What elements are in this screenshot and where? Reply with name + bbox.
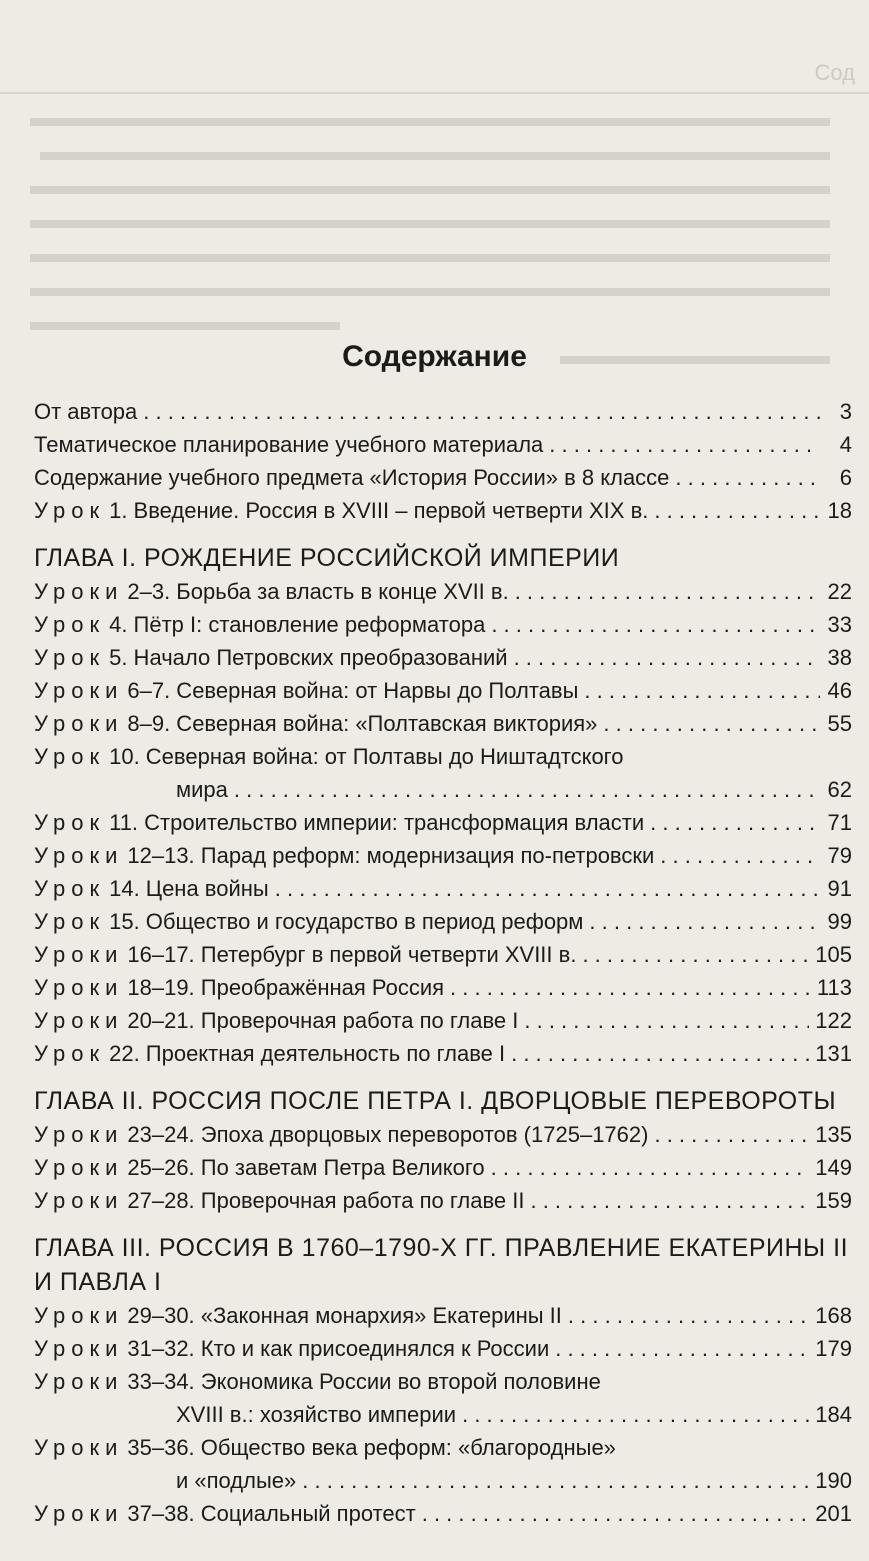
dot-leader bbox=[422, 1497, 810, 1530]
toc-entry-title: 11. Строительство империи: трансформация власти bbox=[109, 810, 645, 835]
toc-entry[interactable] bbox=[34, 641, 852, 674]
toc-entry-title: 25–26. По заветам Петра Великого bbox=[127, 1155, 485, 1180]
dot-leader bbox=[462, 1398, 809, 1431]
dot-leader bbox=[514, 641, 820, 674]
page-number: 46 bbox=[827, 678, 852, 703]
dot-leader bbox=[515, 575, 820, 608]
toc-entry-line bbox=[34, 1431, 852, 1464]
toc-entry-line bbox=[34, 1365, 852, 1398]
lesson-keyword: Урок bbox=[34, 1041, 106, 1066]
running-header bbox=[0, 52, 869, 94]
lesson-keyword: Уроки bbox=[34, 1122, 124, 1147]
page-number: 62 bbox=[827, 777, 852, 802]
toc-entry-title: 15. Общество и государство в период реформ bbox=[109, 909, 584, 934]
toc-entry[interactable] bbox=[34, 1037, 852, 1070]
lesson-keyword: Уроки bbox=[34, 678, 124, 703]
page-number: 105 bbox=[815, 942, 852, 967]
toc-entry-title: 10. Северная война: от Полтавы до Ништадтского bbox=[109, 744, 624, 769]
toc-entry-title: 16–17. Петербург в первой четверти XVIII в. bbox=[127, 942, 577, 967]
page-number: 149 bbox=[815, 1155, 852, 1180]
page-title: Содержание bbox=[342, 340, 527, 373]
lesson-keyword: Уроки bbox=[34, 1435, 124, 1460]
page-number: 22 bbox=[827, 579, 852, 604]
page-number: 38 bbox=[827, 645, 852, 670]
dot-leader bbox=[491, 608, 820, 641]
toc-entry-title: 6–7. Северная война: от Нарвы до Полтавы bbox=[127, 678, 579, 703]
dot-leader bbox=[660, 839, 820, 872]
dot-leader bbox=[603, 707, 820, 740]
table-of-contents bbox=[34, 395, 852, 1530]
chapter-heading[interactable]: ГЛАВА I. РОЖДЕНИЕ РОССИЙСКОЙ ИМПЕРИИ bbox=[34, 544, 620, 572]
lesson-keyword: Уроки bbox=[34, 579, 124, 604]
toc-entry[interactable] bbox=[34, 428, 852, 461]
toc-entry-title: 22. Проектная деятельность по главе I bbox=[109, 1041, 506, 1066]
toc-entry-line bbox=[34, 740, 852, 773]
toc-entry-title: 18–19. Преображённая Россия bbox=[127, 975, 445, 1000]
lesson-keyword: Уроки bbox=[34, 942, 124, 967]
dot-leader bbox=[524, 1004, 809, 1037]
lesson-keyword: Уроки bbox=[34, 1303, 124, 1328]
chapter-heading[interactable]: ГЛАВА III. РОССИЯ В 1760–1790-Х ГГ. ПРАВЛЕНИЕ ЕКАТЕРИНЫ II И ПАВЛА I bbox=[34, 1234, 849, 1296]
page-number: 4 bbox=[839, 432, 852, 457]
page-number: 201 bbox=[815, 1501, 852, 1526]
dot-leader bbox=[589, 905, 820, 938]
page-number: 168 bbox=[815, 1303, 852, 1328]
lesson-keyword: Урок bbox=[34, 498, 106, 523]
toc-entry-title: 4. Пётр I: становление реформатора bbox=[109, 612, 486, 637]
lesson-keyword: Уроки bbox=[34, 1501, 124, 1526]
toc-entry-title: 33–34. Экономика России во второй половине bbox=[127, 1369, 601, 1394]
page-number: 18 bbox=[827, 498, 852, 523]
dot-leader bbox=[582, 938, 809, 971]
page-number: 135 bbox=[815, 1122, 852, 1147]
toc-entry[interactable] bbox=[34, 773, 852, 806]
toc-entry[interactable] bbox=[34, 1004, 852, 1037]
page-number: 79 bbox=[827, 843, 852, 868]
dot-leader bbox=[650, 806, 820, 839]
dot-leader bbox=[654, 1118, 809, 1151]
lesson-keyword: Уроки bbox=[34, 711, 124, 736]
lesson-keyword: Уроки bbox=[34, 843, 124, 868]
toc-entry[interactable] bbox=[34, 872, 852, 905]
page-number: 113 bbox=[816, 975, 852, 1000]
toc-entry-title: 23–24. Эпоха дворцовых переворотов (1725–1762) bbox=[127, 1122, 649, 1147]
page-number: 33 bbox=[827, 612, 852, 637]
running-header-text: Сод bbox=[814, 60, 855, 85]
lesson-keyword: Уроки bbox=[34, 1369, 124, 1394]
page-number: 71 bbox=[827, 810, 852, 835]
toc-entry[interactable] bbox=[34, 1464, 852, 1497]
toc-entry[interactable] bbox=[34, 674, 852, 707]
toc-entry[interactable] bbox=[34, 971, 852, 1004]
toc-entry[interactable] bbox=[34, 839, 852, 872]
toc-entry-continuation: мира bbox=[176, 777, 228, 802]
dot-leader bbox=[302, 1464, 809, 1497]
lesson-keyword: Уроки bbox=[34, 1155, 124, 1180]
toc-entry[interactable] bbox=[34, 707, 852, 740]
toc-entry-title: 12–13. Парад реформ: модернизация по-петровски bbox=[127, 843, 655, 868]
dot-leader bbox=[234, 773, 820, 806]
toc-entry[interactable] bbox=[34, 938, 852, 971]
toc-entry[interactable] bbox=[34, 494, 852, 527]
toc-entry[interactable] bbox=[34, 905, 852, 938]
toc-entry-title: 27–28. Проверочная работа по главе II bbox=[127, 1188, 525, 1213]
dot-leader bbox=[275, 872, 820, 905]
toc-entry[interactable] bbox=[34, 1299, 852, 1332]
toc-entry-title: 37–38. Социальный протест bbox=[127, 1501, 416, 1526]
toc-entry-title: 29–30. «Законная монархия» Екатерины II bbox=[127, 1303, 562, 1328]
lesson-keyword: Урок bbox=[34, 612, 106, 637]
page-number: 6 bbox=[839, 465, 852, 490]
toc-entry[interactable] bbox=[34, 1184, 852, 1217]
toc-entry[interactable] bbox=[34, 1398, 852, 1431]
lesson-keyword: Урок bbox=[34, 909, 106, 934]
toc-entry-title: Тематическое планирование учебного материала bbox=[34, 432, 544, 457]
toc-entry[interactable] bbox=[34, 1118, 852, 1151]
toc-entry-continuation: и «подлые» bbox=[176, 1468, 297, 1493]
dot-leader bbox=[654, 494, 820, 527]
toc-entry-title: Содержание учебного предмета «История России» в 8 классе bbox=[34, 465, 670, 490]
page-number: 122 bbox=[815, 1008, 852, 1033]
page-number: 91 bbox=[827, 876, 852, 901]
dot-leader bbox=[143, 395, 820, 428]
toc-entry[interactable] bbox=[34, 1497, 852, 1530]
toc-entry-continuation: XVIII в.: хозяйство империи bbox=[176, 1402, 457, 1427]
lesson-keyword: Урок bbox=[34, 876, 106, 901]
page-number: 55 bbox=[827, 711, 852, 736]
toc-entry[interactable] bbox=[34, 1332, 852, 1365]
lesson-keyword: Урок bbox=[34, 810, 106, 835]
lesson-keyword: Урок bbox=[34, 645, 106, 670]
page-number: 184 bbox=[815, 1402, 852, 1427]
dot-leader bbox=[584, 674, 820, 707]
toc-entry[interactable] bbox=[34, 1151, 852, 1184]
dot-leader bbox=[568, 1299, 809, 1332]
toc-entry[interactable] bbox=[34, 608, 852, 641]
lesson-keyword: Уроки bbox=[34, 1188, 124, 1213]
lesson-keyword: Уроки bbox=[34, 1008, 124, 1033]
page-number: 99 bbox=[827, 909, 852, 934]
toc-entry[interactable] bbox=[34, 395, 852, 428]
dot-leader bbox=[491, 1151, 810, 1184]
toc-entry[interactable] bbox=[34, 806, 852, 839]
page-number: 159 bbox=[815, 1188, 852, 1213]
toc-entry-title: 31–32. Кто и как присоединялся к России bbox=[127, 1336, 550, 1361]
dot-leader bbox=[549, 428, 820, 461]
lesson-keyword: Уроки bbox=[34, 1336, 124, 1361]
toc-entry-title: 8–9. Северная война: «Полтавская виктория» bbox=[127, 711, 598, 736]
toc-entry-title: 5. Начало Петровских преобразований bbox=[109, 645, 508, 670]
page-number: 190 bbox=[815, 1468, 852, 1493]
dot-leader bbox=[511, 1037, 809, 1070]
dot-leader bbox=[530, 1184, 809, 1217]
dot-leader bbox=[450, 971, 811, 1004]
dot-leader bbox=[675, 461, 820, 494]
toc-entry-title: 14. Цена войны bbox=[109, 876, 269, 901]
toc-entry-title: От автора bbox=[34, 399, 138, 424]
page-number: 3 bbox=[839, 399, 852, 424]
toc-entry[interactable] bbox=[34, 461, 852, 494]
page-number: 179 bbox=[815, 1336, 852, 1361]
toc-entry-title: 2–3. Борьба за власть в конце XVII в. bbox=[127, 579, 509, 604]
chapter-heading[interactable]: ГЛАВА II. РОССИЯ ПОСЛЕ ПЕТРА I. ДВОРЦОВЫЕ ПЕРЕВОРОТЫ bbox=[34, 1087, 837, 1115]
dot-leader bbox=[555, 1332, 809, 1365]
toc-entry-title: 35–36. Общество века реформ: «благородные» bbox=[127, 1435, 616, 1460]
lesson-keyword: Урок bbox=[34, 744, 106, 769]
toc-entry-title: 1. Введение. Россия в XVIII – первой четверти XIX в. bbox=[109, 498, 649, 523]
page-number: 131 bbox=[815, 1041, 852, 1066]
toc-entry[interactable] bbox=[34, 575, 852, 608]
lesson-keyword: Уроки bbox=[34, 975, 124, 1000]
toc-entry-title: 20–21. Проверочная работа по главе I bbox=[127, 1008, 519, 1033]
